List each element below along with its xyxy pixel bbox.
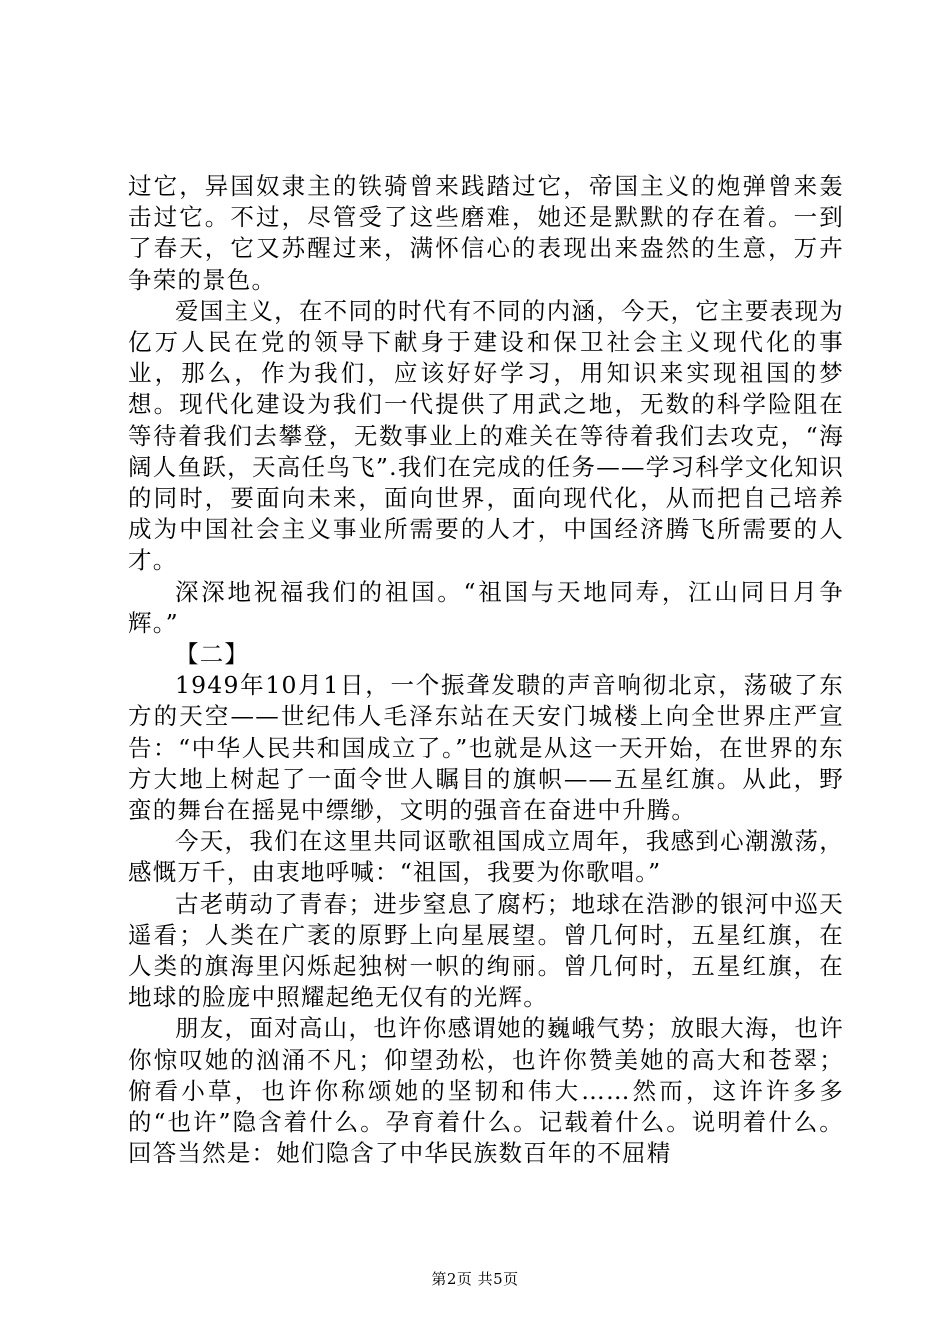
- page-footer: [0, 1269, 950, 1289]
- paragraph: 1949年10月1日，一个振聋发聩的声音响彻北京，荡破了东方的天空——世纪伟人毛泽东站在天安门城楼上向全世界庄严宣告：“中华人民共和国成立了。”也就是从这一天开始，在世界的东方大地上树起了一面令世人瞩目的旗帜——五星红旗。从此，野蛮的舞台在摇晃中缥缈，文明的强音在奋进中升腾。: [128, 671, 844, 825]
- paragraph: 过它，异国奴隶主的铁骑曾来践踏过它，帝国主义的炮弹曾来轰击过它。不过，尽管受了这些磨难，她还是默默的存在着。一到了春天，它又苏醒过来，满怀信心的表现出来盎然的生意，万卉争荣的景色。: [128, 172, 844, 294]
- section-heading: 【二】: [175, 640, 250, 669]
- paragraph: 今天，我们在这里共同讴歌祖国成立周年，我感到心潮激荡，感慨万千，由衷地呼喊：“祖国，我要为你歌唱。”: [128, 827, 844, 887]
- paragraph: 爱国主义，在不同的时代有不同的内涵，今天，它主要表现为亿万人民在党的领导下献身于建设和保卫社会主义现代化的事业，那么，作为我们，应该好好学习，用知识来实现祖国的梦想。现代化建设为我们一代提供了用武之地，无数的科学险阻在等待着我们去攀登，无数事业上的难关在等待着我们去攻克，“海阔人鱼跃，天高任鸟飞”.我们在完成的任务——学习科学文化知识的同时，要面向未来，面向世界，面向现代化，从而把自己培养成为中国社会主义事业所需要的人才，中国经济腾飞所需要的人才。: [128, 296, 844, 575]
- page-number: 第2页 共5页: [431, 1270, 519, 1288]
- paragraph: 深深地祝福我们的祖国。“祖国与天地同寿，江山同日月争辉。”: [128, 577, 844, 637]
- document-body: [128, 171, 844, 1170]
- paragraph: 古老萌动了青春；进步窒息了腐朽；地球在浩渺的银河中巡天遥看；人类在广袤的原野上向星展望。曾几何时，五星红旗，在人类的旗海里闪烁起独树一帜的绚丽。曾几何时，五星红旗，在地球的脸庞中照耀起绝无仅有的光辉。: [128, 889, 844, 1012]
- paragraph: 朋友，面对高山，也许你感谓她的巍峨气势；放眼大海，也许你惊叹她的汹涌不凡；仰望劲松，也许你赞美她的高大和苍翠；俯看小草，也许你称颂她的坚韧和伟大……然而，这许许多多的“也许”隐含着什么。孕育着什么。记载着什么。说明着什么。回答当然是：她们隐含了中华民族数百年的不屈精: [128, 1014, 844, 1168]
